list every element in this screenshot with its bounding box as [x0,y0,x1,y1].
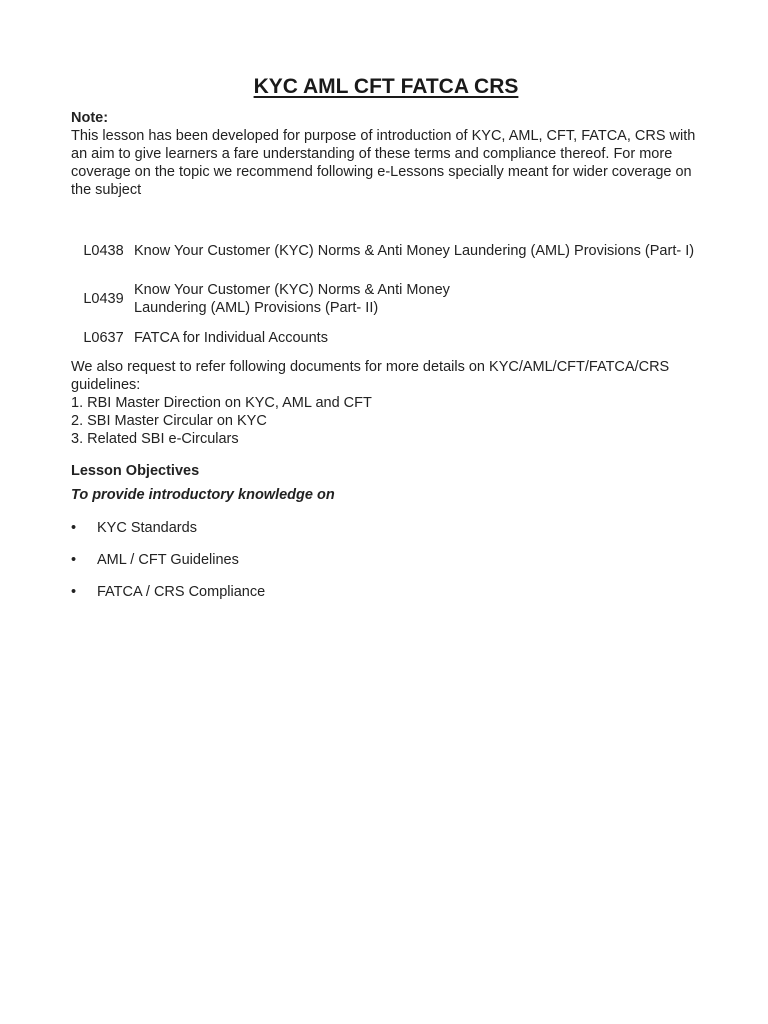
lesson-code: L0637 [83,330,124,346]
table-row [73,323,701,353]
list-item [71,583,701,615]
lesson-title: Know Your Customer (KYC) Norms & Anti Money Laundering (AML) Provisions (Part- II) [134,282,450,316]
list-item [71,519,701,551]
bullet-icon: • [71,584,77,600]
objective-text: FATCA / CRS Compliance [97,584,266,600]
objective-text: KYC Standards [97,520,197,536]
table-row [73,275,701,323]
reference-section [71,358,701,448]
lesson-title: Know Your Customer (KYC) Norms & Anti Money Laundering (AML) Provisions (Part- I) [134,243,695,259]
bullet-icon: • [71,552,77,568]
bullet-icon: • [71,520,77,536]
reference-item: 3. Related SBI e-Circulars [71,431,239,447]
lesson-code: L0439 [83,291,124,307]
reference-item: 1. RBI Master Direction on KYC, AML and CFT [71,395,372,411]
lesson-title: FATCA for Individual Accounts [134,330,328,346]
table-row [73,227,701,275]
document-title: KYC AML CFT FATCA CRS [253,75,519,98]
objectives-heading: Lesson Objectives [71,463,200,479]
objective-text: AML / CFT Guidelines [97,552,239,568]
reference-item: 2. SBI Master Circular on KYC [71,413,267,429]
objectives-subheading: To provide introductory knowledge on [71,487,335,503]
list-item [71,551,701,583]
lesson-table [73,227,701,353]
lesson-code: L0438 [83,243,124,259]
note-label: Note: [71,110,109,126]
note-text: This lesson has been developed for purpose of introduction of KYC, AML, CFT, FATCA, CRS with an aim to give learners a fare understanding of these terms and compliance thereof. For more coverage on the topic we recommend following e-Lessons specially meant for wider coverage on the subject [71,128,696,198]
objectives-list [71,519,701,615]
reference-intro: We also request to refer following documents for more details on KYC/AML/CFT/FATCA/CRS guidelines: [71,359,670,393]
document-page [71,72,701,615]
